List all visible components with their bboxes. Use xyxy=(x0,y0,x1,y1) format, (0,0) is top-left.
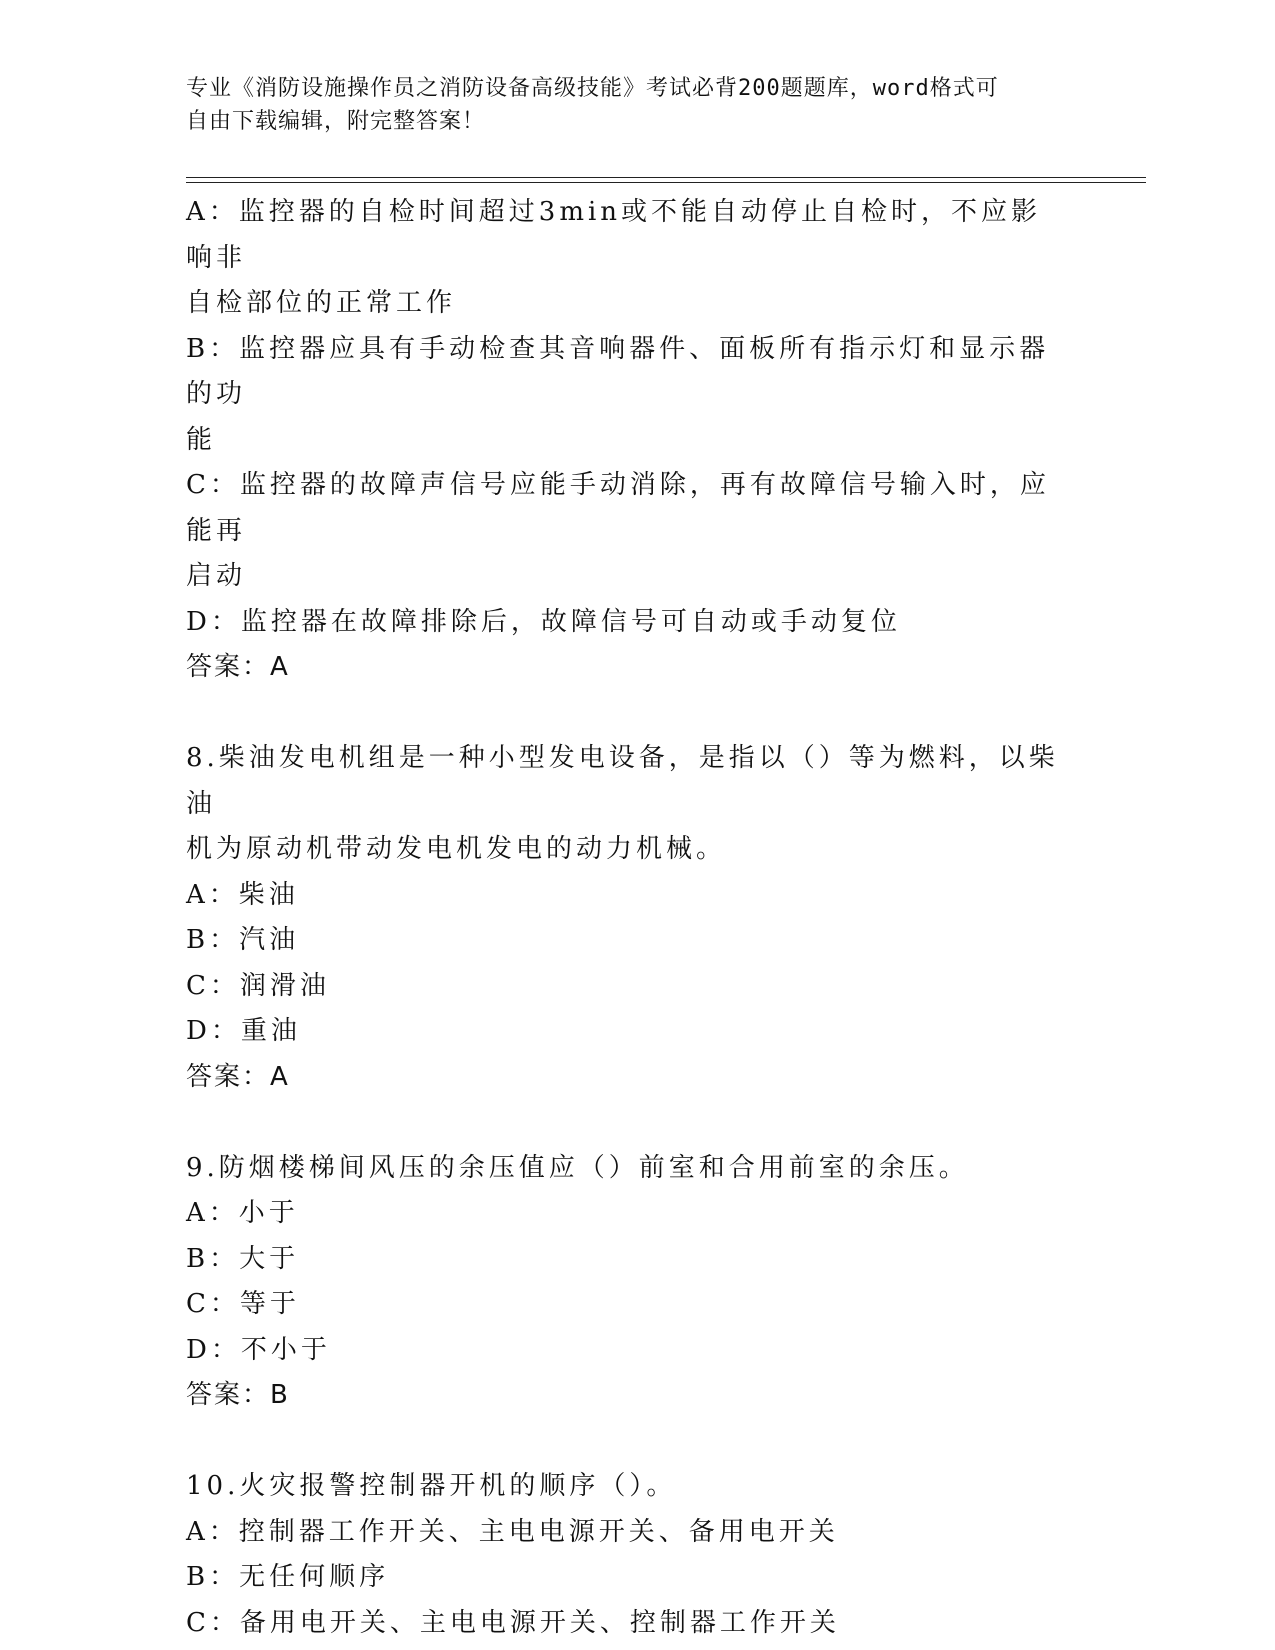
header-line-2: 自由下载编辑，附完整答案！ xyxy=(186,109,486,134)
option-b: B：大于 xyxy=(186,1243,300,1274)
option-c: C：润滑油 xyxy=(186,970,330,1001)
option-c: C：等于 xyxy=(186,1289,300,1319)
option-c-line-1: C：监控器的故障声信号应能手动消除，再有故障信号输入时，应能再 xyxy=(186,470,1050,546)
spacer xyxy=(186,1100,1066,1146)
option-b: B：汽油 xyxy=(186,925,300,955)
question-10 xyxy=(186,1464,1066,1646)
question-8 xyxy=(186,736,1066,1100)
option-b-line-1: B：监控器应具有手动检查其音响器件、面板所有指示灯和显示器的功 xyxy=(186,333,1050,409)
answer-label: 答案：B xyxy=(186,1380,290,1410)
question-stem-line-1: 8.柴油发电机组是一种小型发电设备，是指以（）等为燃料，以柴油 xyxy=(186,743,1059,819)
option-a: A：控制器工作开关、主电电源开关、备用电开关 xyxy=(186,1516,839,1547)
option-a-line-1: A：监控器的自检时间超过3min或不能自动停止自检时，不应影响非 xyxy=(186,197,1042,273)
header-divider-bottom xyxy=(186,182,1146,183)
document-header xyxy=(186,72,1066,138)
option-d: D：重油 xyxy=(186,1016,301,1046)
option-b-line-2: 能 xyxy=(186,424,217,455)
question-stem-line-1: 10.火灾报警控制器开机的顺序（）。 xyxy=(186,1471,677,1501)
header-divider-top xyxy=(186,177,1146,178)
answer-label: 答案：A xyxy=(186,1061,290,1092)
option-a-line-2: 自检部位的正常工作 xyxy=(186,288,457,318)
spacer xyxy=(186,1419,1066,1465)
document-body xyxy=(186,190,1066,1646)
option-a: A：小于 xyxy=(186,1198,299,1228)
option-c: C：备用电开关、主电电源开关、控制器工作开关 xyxy=(186,1607,840,1638)
option-d-line-1: D：监控器在故障排除后，故障信号可自动或手动复位 xyxy=(186,606,901,637)
question-7-tail xyxy=(186,190,1066,691)
option-b: B：无任何顺序 xyxy=(186,1562,390,1592)
option-d: D：不小于 xyxy=(186,1334,331,1365)
spacer xyxy=(186,691,1066,737)
question-stem-line-2: 机为原动机带动发电机发电的动力机械。 xyxy=(186,834,727,864)
option-a: A：柴油 xyxy=(186,879,299,910)
answer-label: 答案：A xyxy=(186,652,290,682)
question-stem-line-1: 9.防烟楼梯间风压的余压值应（）前室和合用前室的余压。 xyxy=(186,1152,969,1183)
question-9 xyxy=(186,1146,1066,1419)
header-line-1: 专业《消防设施操作员之消防设备高级技能》考试必背200题题库，word格式可 xyxy=(186,76,999,101)
option-c-line-2: 启动 xyxy=(186,561,247,591)
